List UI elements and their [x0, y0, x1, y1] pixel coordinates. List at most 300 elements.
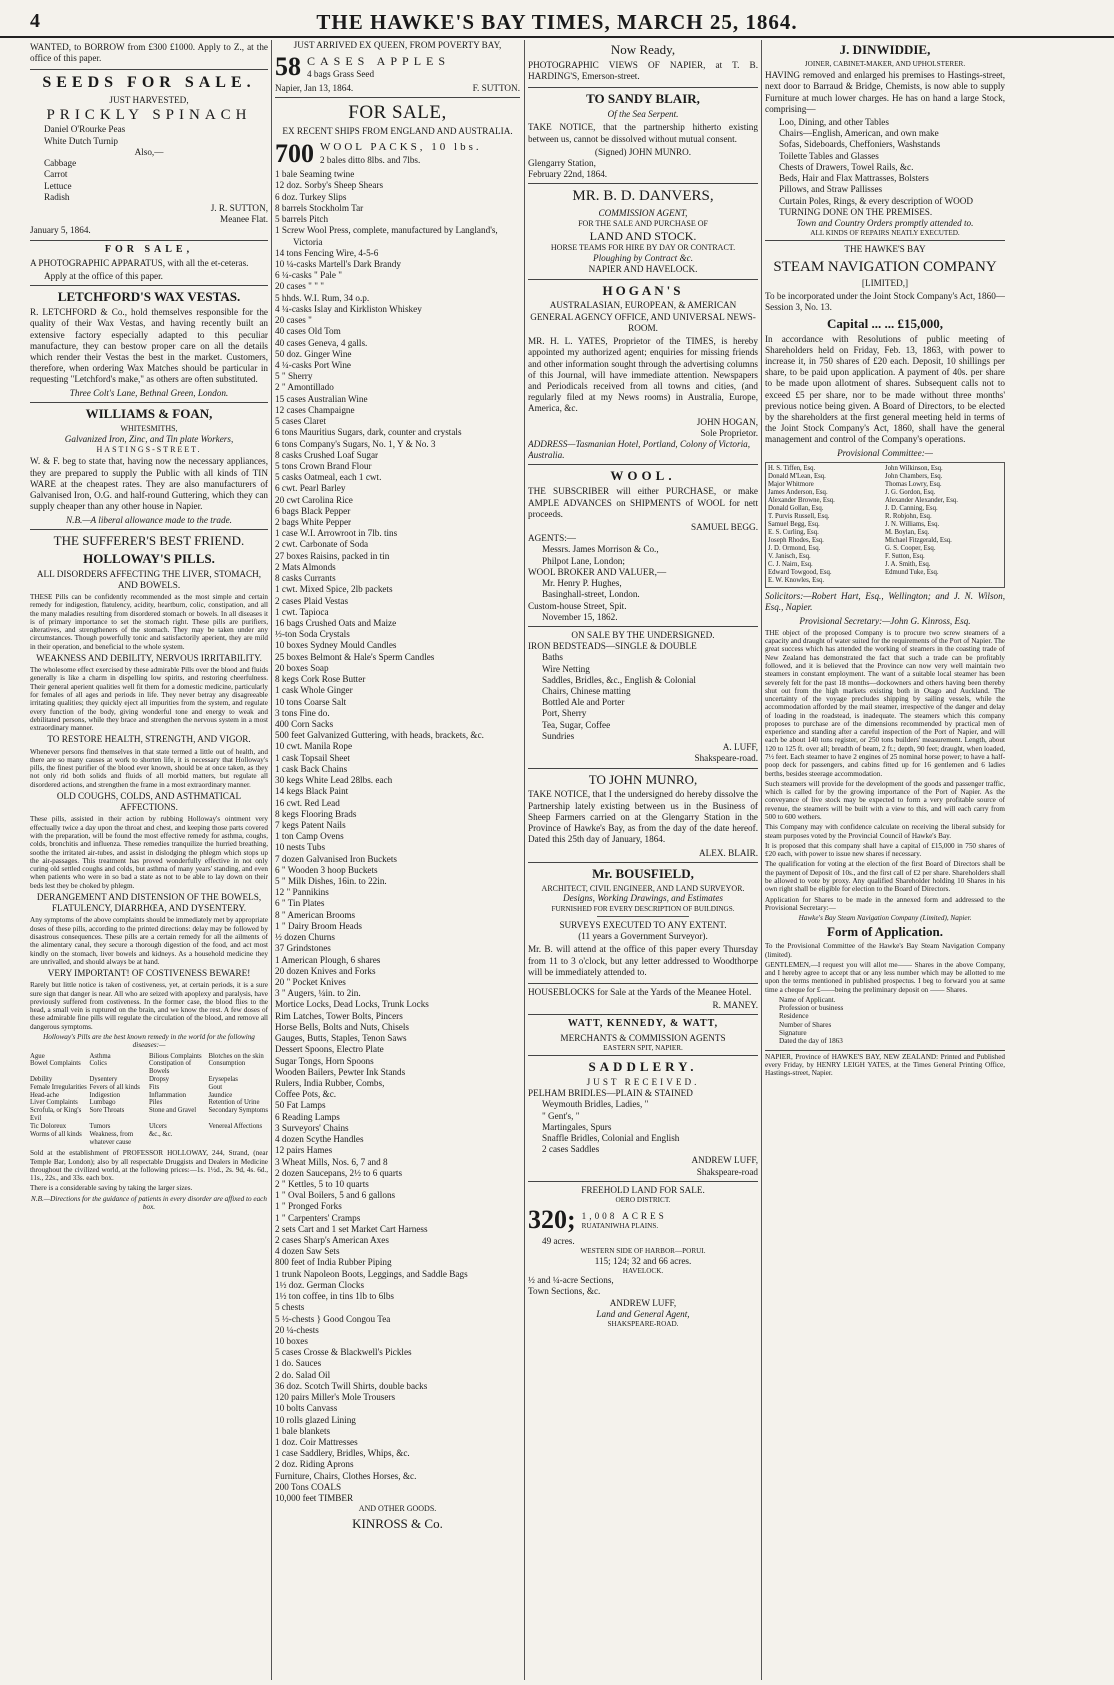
committee-member: G. S. Cooper, Esq. — [885, 545, 936, 553]
kinross-item: 800 feet of India Rubber Piping — [275, 1257, 392, 1268]
dinwiddie-ad — [765, 42, 1005, 241]
sandy-blair-ad — [528, 91, 758, 184]
photo-views-text: PHOTOGRAPHIC VIEWS OF NAPIER, at T. B. HARDING'S, Emerson-street. — [528, 59, 758, 82]
kinross-item: 5 " Sherry — [275, 371, 313, 382]
disease-item: Tumors — [89, 1122, 111, 1130]
disease-item: Asthma — [89, 1052, 111, 1060]
kinross-item: 2 cwt. Carbonate of Soda — [275, 539, 369, 550]
saddlery-item: Weymouth Bridles, Ladies, " — [542, 1099, 649, 1110]
williams-foan-ad — [30, 406, 268, 530]
hogan-ad — [528, 283, 758, 466]
kinross-item: 20 dozen Knives and Forks — [275, 965, 376, 976]
kinross-item: 2 dozen Saucepans, 2½ to 6 quarts — [275, 1167, 403, 1178]
steam-paragraph: Such steamers will provide for the development of the goods and passenger traffic, which is called for by the growing importance of the Port of Napier. As the conveyance of live stock may be expected to form a very profitable source of revenue, the steamers will be built with a view to this, and will each carry from 500 to 600 wethers. — [765, 779, 1005, 821]
wkw-sub: MERCHANTS & COMMISSION AGENTS — [560, 1032, 726, 1043]
williams-foan-trade: WHITESMITHS, — [120, 423, 178, 433]
watt-kennedy-ad — [528, 1018, 758, 1056]
kinross-item: ½ dozen Churns — [275, 932, 335, 943]
freehold-district: OERO DISTRICT. — [615, 1196, 671, 1205]
holloway-paragraph: Any symptoms of the above complaints should be immediately met by appropriate doses of these pills, according to the printed directions: delay may be followed by disastrous consequences. These pills are a certain remedy for all the ailments of the alimentary canal, they secure a thorough digestion of the food, and act most kindly on the stomach, liver bowels and kidneys. As a household medicine they are unrivalled, and should always be at hand. — [30, 916, 268, 966]
committee-member: C. J. Nairn, Esq. — [768, 561, 813, 569]
kinross-item: 8 kegs Cork Rose Butter — [275, 674, 366, 685]
kinross-item: 1 case W.I. Arrowroot in 7lb. tins — [275, 528, 398, 539]
kinross-item: 50 doz. Ginger Wine — [275, 348, 352, 359]
holloway-paragraph: Rarely but little notice is taken of costiveness, yet, at certain periods, it is a sure sure sign that danger is near. All who are seized with apoplexy and paralysis, have previously suffered from costiveness. In the former case, the blood flies to the head, a small vein is ruptured on the brain, and we know the rest. A few doses of these admirable fine pills will regulate the circulation of the blood, and remove all dangerous symptoms. — [30, 981, 268, 1031]
apples-signature: F. SUTTON. — [472, 82, 520, 93]
committee-member: John Chambers, Esq. — [885, 472, 943, 480]
column-1 — [30, 40, 268, 1680]
holloway-subhead: VERY IMPORTANT! OF COSTIVENESS BEWARE! — [47, 968, 251, 979]
wool-ad — [528, 468, 758, 626]
kinross-item: 1 " Pronged Forks — [275, 1201, 342, 1212]
danvers-ad — [528, 187, 758, 279]
wool-signature: SAMUEL BEGG. — [690, 521, 758, 532]
kinross-item: 120 pairs Miller's Mole Trousers — [275, 1392, 396, 1403]
wool-packs-count: 700 — [275, 138, 314, 168]
kinross-item: 4 dozen Scythe Handles — [275, 1134, 364, 1145]
bousfield-body: Mr. B. will attend at the office of this paper every Thursday from 11 to 3 o'clock, but any letter addressed to Woodthorpe will be immediately attended to. — [528, 944, 758, 977]
wool-agent: Philpot Lane, London; — [542, 555, 625, 566]
kinross-item: 4 dozen Saw Sets — [275, 1246, 340, 1257]
form-field: Name of Applicant. — [779, 995, 836, 1004]
kinross-item: 1 case Saddlery, Bridles, Whips, &c. — [275, 1448, 410, 1459]
kinross-item: 10 rolls glazed Lining — [275, 1414, 356, 1425]
luff-signature: A. LUFF, — [722, 742, 758, 753]
disease-item: Fevers of all kinds — [89, 1083, 140, 1091]
hogan-signature: JOHN HOGAN, — [696, 416, 758, 427]
saddlery-item: Martingales, Spurs — [542, 1121, 612, 1132]
disease-item: Colics — [89, 1060, 107, 1068]
kinross-item: 16 cwt. Red Lead — [275, 797, 340, 808]
kinross-item: 10,000 feet TIMBER — [275, 1493, 354, 1504]
kinross-item: 6 Reading Lamps — [275, 1111, 340, 1122]
freehold-signature: ANDREW LUFF, — [609, 1297, 677, 1308]
kinross-item: 1 cask Topsail Sheet — [275, 752, 350, 763]
form-heading: Form of Application. — [827, 924, 943, 940]
williams-foan-heading: WILLIAMS & FOAN, — [85, 405, 213, 421]
kinross-item: 10 ¼-casks Martell's Dark Brandy — [275, 259, 401, 270]
kinross-item: 3 Wheat Mills, Nos. 6, 7 and 8 — [275, 1156, 388, 1167]
kinross-item: 6 bags Black Pepper — [275, 505, 351, 516]
kinross-item: 12 pairs Hames — [275, 1145, 333, 1156]
kinross-item: Horse Bells, Bolts and Nuts, Chisels — [275, 1021, 409, 1032]
seeds-location: Meanee Flat. — [220, 214, 268, 225]
disease-item: Gout — [208, 1083, 223, 1091]
disease-item: Jaundice — [208, 1091, 233, 1099]
grass-seed: 4 bags Grass Seed — [307, 68, 375, 79]
danvers-horse: HORSE TEAMS FOR HIRE BY DAY OR CONTRACT. — [550, 243, 736, 253]
wool-hughes: Mr. Henry P. Hughes, — [542, 578, 622, 589]
disease-item: &c., &c. — [149, 1130, 173, 1138]
masthead — [0, 0, 1114, 38]
kinross-item: 5 casks Oatmeal, each 1 cwt. — [275, 472, 382, 483]
kinross-item: 500 feet Galvanized Guttering, with heads, brackets, &c. — [275, 730, 484, 741]
form-field: Number of Shares — [779, 1020, 832, 1029]
letchford-heading: LETCHFORD'S WAX VESTAS. — [57, 289, 241, 305]
kinross-item: 10 tons Coarse Salt — [275, 696, 347, 707]
bousfield-furnished: FURNISHED FOR EVERY DESCRIPTION OF BUILDINGS. — [551, 904, 735, 913]
kinross-item: Sugar Tongs, Horn Spoons — [275, 1055, 374, 1066]
wanted-ad — [30, 42, 268, 70]
seeds-date: January 5, 1864. — [30, 225, 91, 236]
kinross-item: 1 trunk Napoleon Boots, Leggings, and Saddle Bags — [275, 1268, 468, 1279]
wkw-heading: WATT, KENNEDY, & WATT, — [567, 1018, 719, 1030]
disease-item: Indigestion — [89, 1091, 121, 1099]
kinross-item: 5 cases Claret — [275, 416, 327, 427]
dinwiddie-item: Chairs—English, American, and own make — [779, 128, 939, 139]
steam-pre: THE HAWKE'S BAY — [844, 244, 926, 255]
disease-item: Erysepelas — [208, 1076, 238, 1083]
kinross-item: 1 cwt. Tapioca — [275, 606, 329, 617]
kinross-item: 7 kegs Patent Nails — [275, 819, 346, 830]
saddlery-received: JUST RECEIVED. — [586, 1076, 700, 1087]
kinross-item: 8 " American Brooms — [275, 909, 356, 920]
form-field: Signature — [779, 1029, 807, 1038]
kinross-item: 1 ton Camp Ovens — [275, 831, 344, 842]
committee-member: J. A. Smith, Esq. — [885, 561, 931, 569]
disease-item: Constipation of Bowels — [149, 1060, 192, 1076]
disease-item: Ulcers — [149, 1122, 167, 1130]
disease-item: Scrofula, or King's Evil — [30, 1107, 82, 1123]
luff-item: Tea, Sugar, Coffee — [542, 719, 611, 730]
steam-paragraph: The qualification for voting at the election of the first Board of Directors shall be the payment of Deposit of 10s., and the first call of £2 per share. Shareholders shall be allowed to vote by proxy. Any qualified Shareholder holding 10 Shares in his own right shall be eligible for election to the Board of Directors. — [765, 860, 1005, 894]
seed-item: Lettuce — [44, 180, 72, 191]
kinross-item: 2 do. Salad Oil — [275, 1369, 331, 1380]
kinross-item: 6 doz. Turkey Slips — [275, 191, 347, 202]
forsale-heading: FOR SALE, — [104, 243, 194, 255]
kinross-item: Rim Latches, Tower Bolts, Pincers — [275, 1010, 403, 1021]
holloway-subhead: TO RESTORE HEALTH, STRENGTH, AND VIGOR. — [47, 734, 251, 745]
holloway-paragraph: The wholesome effect exercised by these admirable Pills over the blood and fluids generally is like a charm in dispelling low spirits, and restoring cheerfulness. Their general aperient qualities well fit them for a domestic medicine, particularly for females of all ages and periods in life. They never betray any disagreeable irritating qualities; they quickly eject all impurities from the system, and regulate every function of the body, giving wonderful tone and energy to weak and debilitated persons, while they brace and strengthen the nervous system in a most extraordinary manner. — [30, 666, 268, 733]
steam-paragraph: THE object of the proposed Company is to procure two screw steamers of a capacity and draught of water suited for the requirements of the Port of Napier. The great success which has attended the working of steamers in the coasting trade of New Zealand has demonstrated the fact that such a trade can be profitably followed, and it is believed that the Province can now very well maintain two steamers in constant employment. The want of a suitable local steamer has been severely felt for the past 18 months—dockowners and others having been thereby shut out from the high markets existing both in Otago and Auckland. The uncertainty of the voyage precludes shipping by sailing vessels, while the accommodation afforded by the mail steamer, irrespective of the danger and delay of loading in the roadstead, is inadequate. The steamers which this company proposes to purchase are of the dimensions recommended by practical men of experience and standing after a careful inspection of the Port of Napier, and will each be about 140 tons register, or 250 tons builders' measurement. Length, about 120 to 125 ft. over all; breadth of beam, 2 ft.; depth, 90 feet; draught, when loaded, 7½ feet. Each steamer to have 2 engines of 25 nominal horse power; to have a half-poop deck for passengers, and cabins fitted up for 16 gentlemen and 6 ladies berths, besides steerage accommodation. — [765, 628, 1005, 778]
seed-item: Cabbage — [44, 158, 77, 169]
kinross-item: 14 tons Fencing Wire, 4-5-6 — [275, 247, 379, 258]
kinross-item: 20 cwt Carolina Rice — [275, 494, 353, 505]
committee-member: John Wilkinson, Esq. — [885, 464, 943, 472]
kinross-item: 10 bolts Canvass — [275, 1403, 338, 1414]
dinwiddie-repairs: ALL KINDS OF REPAIRS NEATLY EXECUTED. — [810, 229, 960, 238]
kinross-item: 1 " Oval Boilers, 5 and 6 gallons — [275, 1190, 396, 1201]
freehold-west: WESTERN SIDE OF HARBOR—PORUI. — [580, 1247, 706, 1256]
wool-street: Basinghall-street, London. — [542, 589, 640, 600]
kinross-item: 1 bale blankets — [275, 1425, 331, 1436]
kinross-item: 2 " Kettles, 5 to 10 quarts — [275, 1178, 369, 1189]
kinross-item: 14 kegs Black Paint — [275, 786, 349, 797]
kinross-item: 2 sets Cart and 1 set Market Cart Harness — [275, 1223, 428, 1234]
disease-item: Fits — [149, 1083, 160, 1091]
freehold-ad — [528, 1185, 758, 1331]
kinross-item: 3 " Augers, ¼in. to 2in. — [275, 988, 361, 999]
freehold-acres: 1,008 ACRES — [581, 1210, 667, 1221]
freehold-sections: ½ and ¼-acre Sections, — [528, 1275, 614, 1286]
photo-apparatus-text: A PHOTOGRAPHIC APPARATUS, with all the et-ceteras. — [30, 257, 249, 268]
kinross-item: Rulers, India Rubber, Combs, — [275, 1077, 385, 1088]
kinross-item: 6 " Wooden 3 hoop Buckets — [275, 864, 378, 875]
committee-member: Michael Fitzgerald, Esq. — [885, 537, 952, 545]
wool-packs-bales: 2 bales ditto 8lbs. and 7lbs. — [320, 154, 421, 165]
seed-item: White Dutch Turnip — [44, 135, 119, 146]
disease-item: Liver Complaints — [30, 1099, 78, 1107]
dinwiddie-item: Sofas, Sideboards, Cheffoniers, Washstands — [779, 139, 941, 150]
disease-item: Sore Throats — [89, 1107, 125, 1115]
committee-member: M. Boylan, Esq. — [885, 529, 930, 537]
disease-item: Inflammation — [149, 1091, 186, 1099]
sufferer-heading: THE SUFFERER'S BEST FRIEND. — [53, 532, 245, 548]
disease-item: Worms of all kinds — [30, 1130, 82, 1138]
wool-packs-text: WOOL PACKS, 10 lbs. — [320, 141, 482, 154]
danvers-role: COMMISSION AGENT, — [598, 207, 688, 218]
kinross-item: Wooden Bailers, Pewter Ink Stands — [275, 1066, 406, 1077]
kinross-item: 30 kegs White Lead 28lbs. each — [275, 775, 393, 786]
kinross-item: 15 cases Australian Wine — [275, 393, 368, 404]
kinross-item: Dessert Spoons, Electro Plate — [275, 1044, 384, 1055]
kinross-item: 8 casks Crushed Loaf Sugar — [275, 449, 379, 460]
kinross-item: 5 ½-chests } Good Congou Tea — [275, 1313, 391, 1324]
kinross-item: 1½ doz. German Clocks — [275, 1279, 365, 1290]
photo-views-ad — [528, 42, 758, 88]
disease-item: Consumption — [208, 1060, 246, 1068]
kinross-item: 10 boxes — [275, 1336, 308, 1347]
wool-broker: WOOL BROKER AND VALUER,— — [528, 566, 667, 577]
holloway-subhead: WEAKNESS AND DEBILITY, NERVOUS IRRITABILITY. — [36, 652, 262, 663]
luff-item: Baths — [542, 652, 563, 663]
steam-incorporated: To be incorporated under the Joint Stock Company's Act, 1860—Session 3, No. 13. — [765, 291, 1005, 313]
kinross-item: 12 " Pannikins — [275, 887, 329, 898]
saddlery-item: 2 cases Saddles — [542, 1144, 600, 1155]
committee-member: Alexander Alexander, Esq. — [885, 496, 958, 504]
holloway-heading: HOLLOWAY'S PILLS. — [83, 550, 215, 566]
kinross-item: 2 bags White Pepper — [275, 517, 352, 528]
kinross-item: 8 barrels Stockholm Tar — [275, 202, 364, 213]
disease-item: Lumbago — [89, 1099, 116, 1107]
wool-date: November 15, 1862. — [542, 611, 618, 622]
kinross-item: 2 doz. Riding Aprons — [275, 1459, 354, 1470]
kinross-item: 7 dozen Galvanised Iron Buckets — [275, 853, 397, 864]
kinross-item: 1 cask Whole Ginger — [275, 685, 353, 696]
kinross-items — [275, 169, 520, 1504]
kinross-item: 20 cases " — [275, 315, 312, 326]
freehold-49: 49 acres. — [542, 1236, 575, 1247]
letchford-ad — [30, 289, 268, 403]
dinwiddie-orders: Town and Country Orders promptly attended to. — [796, 217, 974, 228]
kinross-item: 1 do. Sauces — [275, 1358, 322, 1369]
freehold-location: SHAKSPEARE-ROAD. — [607, 1320, 679, 1328]
kinross-item: 6 tons Company's Sugars, No. 1, Y & No. 3 — [275, 438, 436, 449]
committee-member: Alexander Browne, Esq. — [768, 496, 835, 504]
munro-signature: ALEX. BLAIR. — [699, 847, 758, 858]
steam-paragraph: Application for Shares to be made in the annexed form and addressed to the Provisional Secretary:— — [765, 895, 1005, 912]
wool-heading: WOOL. — [610, 468, 676, 484]
kinross-signature: KINROSS & Co. — [352, 1516, 443, 1532]
form-field: Profession or business — [779, 1004, 844, 1013]
munro-heading: TO JOHN MUNRO, — [588, 771, 698, 787]
kinross-item: 12 cases Champaigne — [275, 404, 355, 415]
column-divider — [524, 40, 525, 1680]
column-3 — [528, 40, 758, 1680]
hogan-address: ADDRESS—Tasmanian Hotel, Portland, Colony of Victoria, Australia. — [528, 439, 751, 461]
committee-member: J. G. Gordon, Esq. — [885, 488, 936, 496]
danvers-plough: Ploughing by Contract &c. — [592, 253, 694, 264]
dinwiddie-item: Pillows, and Straw Pallisses — [779, 184, 883, 195]
dinwiddie-item: Beds, Hair and Flax Mattrasses, Bolsters — [779, 173, 929, 184]
kinross-item: 5 hhds. W.I. Rum, 34 o.p. — [275, 292, 370, 303]
dinwiddie-item: Loo, Dining, and other Tables — [779, 117, 889, 128]
form-body: GENTLEMEN,—I request you will allot me—— Shares in the above Company, and I hereby agree to accept that or any less number which may be allotted to me upon the terms mentioned in published prospectus. I beg to forward you at same time a cheque for £——being the preliminary deposit on —— Shares. — [765, 960, 1005, 994]
disease-item: Dysentery — [89, 1076, 118, 1083]
danvers-heading: MR. B. D. DANVERS, — [572, 188, 714, 205]
page-number: 4 — [30, 10, 40, 32]
holloway-remedy-intro: Holloway's Pills are the best known remedy in the world for the following diseases:— — [43, 1033, 255, 1050]
committee-member: Samuel Begg, Esq. — [768, 521, 820, 529]
dinwiddie-item: Curtain Poles, Rings, & every description of WOOD TURNING DONE ON THE PREMISES. — [779, 195, 974, 217]
kinross-item: 10 boxes Sydney Mould Candles — [275, 640, 397, 651]
holloway-saving: There is a considerable saving by taking the larger sizes. — [30, 1184, 193, 1193]
kinross-item: 3 tons Fine do. — [275, 707, 330, 718]
committee-member: Edmund Tuke, Esq. — [885, 569, 939, 577]
sandy-body: TAKE NOTICE, that the partnership hitherto existing between us, cannot be dissolved without mutual consent. — [528, 122, 758, 144]
committee-member: V. Janisch, Esq. — [768, 553, 811, 561]
committee-member: James Anderson, Esq. — [768, 488, 828, 496]
arrived-heading: JUST ARRIVED EX QUEEN, FROM POVERTY BAY, — [293, 40, 502, 50]
committee-member: Donald Gollan, Esq. — [768, 505, 824, 512]
kinross-item: 1 American Plough, 6 shares — [275, 954, 381, 965]
kinross-item: 3 Surveyors' Chains — [275, 1122, 349, 1133]
bousfield-designs: Designs, Working Drawings, and Estimates — [563, 893, 723, 904]
form-field: Residence — [779, 1012, 809, 1021]
saddlery-item: Snaffle Bridles, Colonial and English — [542, 1133, 680, 1144]
sandy-heading: TO SANDY BLAIR, — [586, 91, 700, 107]
committee-member: Edward Towgood, Esq. — [768, 569, 832, 577]
sandy-date: February 22nd, 1864. — [528, 169, 608, 180]
disease-item: Piles — [149, 1099, 163, 1107]
holloway-subhead: DERANGEMENT AND DISTENSION OF THE BOWELS, FLATULENCY, DIARRHŒA, AND DYSENTERY. — [36, 891, 262, 914]
disease-item: Dropsy — [149, 1076, 170, 1083]
steam-address: Hawke's Bay Steam Navigation Company (Limited), Napier. — [798, 914, 972, 923]
munro-body: TAKE NOTICE, that I the undersigned do hereby dissolve the Partnership lately existing between us in the Business of Sheep Farmers carried on at the Glengarry Station in the Province of Hawke's Bay, as from the day of the date hereof. Dated this 25th day of January, 1864. — [528, 789, 758, 845]
dinwiddie-trade: JOINER, CABINET-MAKER, AND UPHOLSTERER. — [804, 59, 966, 68]
kinross-item: 40 cases Old Tom — [275, 326, 341, 337]
kinross-item: 5 " Milk Dishes, 16in. to 22in. — [275, 876, 387, 887]
seeds-heading: SEEDS FOR SALE. — [42, 74, 256, 92]
form-dated: Dated the day of 1863 — [779, 1037, 843, 1046]
kinross-item: 27 boxes Raisins, packed in tin — [275, 550, 390, 561]
steam-paragraph: It is proposed that this company shall have a capital of £15,000 in 750 shares of £20 each, with power to issue new shares if necessary. — [765, 841, 1005, 859]
kinross-item: 1 cwt. Mixed Spice, 2lb packets — [275, 584, 393, 595]
saddlery-ad — [528, 1059, 758, 1182]
kinross-item: 1 bale Seaming twine — [275, 169, 355, 180]
williams-foan-street: HASTINGS-STREET. — [96, 444, 202, 454]
luff-heading: ON SALE BY THE UNDERSIGNED. — [571, 629, 715, 640]
disease-item: Blotches on the skin — [208, 1052, 264, 1060]
holloway-paragraph: Whenever persons find themselves in that state termed a little out of health, and there are so many causes at work to shorten life, it is necessary that Holloway's pills, the finest purifier of the blood ever known, should be at once taken, as they not only rid both solids and fluids of all morbid matters, but regulate all disordered actions, and strengthen the frame in a most extraordinary manner. — [30, 747, 268, 789]
seed-item: Carrot — [44, 169, 68, 180]
sandy-subheading: Of the Sea Serpent. — [607, 109, 679, 120]
kinross-item: 10 nests Tubs — [275, 842, 326, 853]
luff-bedsteads-ad — [528, 630, 758, 769]
kinross-item: 2 Mats Almonds — [275, 561, 336, 572]
disease-item: Bilious Complaints — [149, 1052, 202, 1060]
letchford-body: R. LETCHFORD & Co., hold themselves responsible for the quality of their Wax Vestas, and having recently built an extensive factory especially adapted to this peculiar manufacture, they can bestow proper care on all the details which render their Vestas the best in the market. Customers, therefore, when ordering Wax Matches should be particular in requesting "Letchford's make," as others are often substituted. — [30, 307, 268, 385]
column-divider — [761, 40, 762, 1680]
committee-member: Thomas Lowry, Esq. — [885, 480, 942, 488]
column-2 — [275, 40, 520, 1680]
dinwiddie-item: Chests of Drawers, Towel Rails, &c. — [779, 161, 914, 172]
danvers-land: LAND AND STOCK. — [589, 228, 697, 243]
bousfield-years: (11 years a Government Surveyor). — [578, 931, 708, 942]
luff-item: Bottled Ale and Porter — [542, 697, 625, 708]
kinross-item: 20 " Pocket Knives — [275, 977, 346, 988]
saddlery-heading: SADDLERY. — [588, 1059, 698, 1075]
seeds-signature: J. R. SUTTON, — [210, 203, 268, 213]
committee-member: Donald M'Lean, Esq. — [768, 472, 826, 480]
kinross-item: 37 Grindstones — [275, 943, 331, 954]
committee-member: F. Sutton, Esq. — [885, 553, 925, 561]
committee-column — [885, 465, 1002, 585]
dinwiddie-item: Toilette Tables and Glasses — [779, 150, 879, 161]
committee-member: H. S. Tiffen, Esq. — [768, 464, 816, 472]
steam-prov-committee: Provisional Committee:— — [837, 447, 933, 458]
steam-limited: [LIMITED,] — [861, 278, 909, 288]
hogan-role: Sole Proprietor. — [700, 427, 758, 438]
dinwiddie-heading: J. DINWIDDIE, — [839, 42, 931, 57]
kinross-item: 1 doz. Coir Mattresses — [275, 1436, 358, 1447]
saddlery-signature: ANDREW LUFF, — [691, 1155, 758, 1166]
now-ready-heading: Now Ready, — [610, 42, 676, 57]
apples-date: Napier, Jan 13, 1864. — [275, 82, 354, 93]
steam-secretary: Provisional Secretary:—John G. Kinross, Esq. — [799, 615, 971, 626]
seed-item: Radish — [44, 191, 70, 202]
column-divider — [271, 40, 272, 1680]
steam-navigation-ad — [765, 244, 1005, 1082]
apples-count: 58 — [275, 52, 301, 82]
holloway-nb: N.B.—Directions for the guidance of patients in every disorder are affixed to each box. — [31, 1194, 267, 1211]
kinross-item: 2 " Amontillado — [275, 382, 334, 393]
kinross-item: 6 cwt. Pearl Barley — [275, 483, 346, 494]
saddlery-location: Shakspeare-road — [696, 1166, 758, 1177]
committee-member: Major Whitmore — [768, 480, 814, 488]
bousfield-heading: Mr. BOUSFIELD, — [592, 865, 694, 881]
kinross-item: 20 ¼-chests — [275, 1324, 319, 1335]
steam-paragraph: This Company may with confidence calculate on receiving the liberal subsidy for steam purposes voted by the Provincial Council of Hawke's Bay. — [765, 823, 1005, 840]
kinross-item: 2 cases Plaid Vestas — [275, 595, 349, 606]
kinross-item: Furniture, Chairs, Clothes Horses, &c. — [275, 1470, 417, 1481]
photo-apparatus-apply: Apply at the office of this paper. — [44, 271, 163, 282]
wkw-location: EASTERN SPIT, NAPIER. — [603, 1043, 683, 1052]
saddlery-item: " Gent's, " — [542, 1110, 580, 1121]
bousfield-surveys: SURVEYS EXECUTED TO ANY EXTENT. — [559, 919, 727, 930]
committee-member: T. Purvis Russell, Esq. — [768, 513, 830, 521]
disease-item: Bowel Complaints — [30, 1060, 81, 1068]
luff-item: Saddles, Bridles, &c., English & Colonial — [542, 674, 696, 685]
kinross-item: 5 tons Crown Brand Flour — [275, 460, 372, 471]
apples-text: CASES APPLES — [307, 54, 451, 69]
steam-capital: Capital ... ... £15,000, — [827, 315, 943, 331]
wool-body: THE SUBSCRIBER will either PURCHASE, or make AMPLE ADVANCES on SHIPMENTS of WOOL for nett proceeds. — [528, 486, 758, 519]
disease-item: Secondary Symptoms — [208, 1107, 268, 1115]
luff-item: Sundries — [542, 730, 575, 741]
kinross-item: 1 " Dairy Broom Heads — [275, 920, 362, 931]
steam-heading: STEAM NAVIGATION COMPANY — [773, 258, 997, 275]
hogan-sub: AUSTRALASIAN, EUROPEAN, & AMERICAN GENERAL AGENCY OFFICE, AND UNIVERSAL NEWS-ROOM. — [530, 300, 756, 333]
freehold-havelock: HAVELOCK. — [622, 1266, 664, 1275]
hogan-body: MR. H. L. YATES, Proprietor of the TIMES, is hereby appointed my authorized agent; enquiries for missing friends and other information sought through the advertising columns of this Journal, will have immediate attention. Newspapers and Periodicals received from all towns and cities, (and regularly filed at my News rooms) in Australia, Europe, America, &c. — [528, 336, 758, 414]
williams-foan-body: W. & F. beg to state that, having now the necessary appliances, they are prepared to supply the Public with all kinds of TIN WARE at the cheapest rates. They are also manufacturers of Galvanised Iron, O.G. and half-round Guttering, which they can supply cheaper than any other house in Napier. — [30, 456, 268, 512]
dinwiddie-body: HAVING removed and enlarged his premises to Hastings-street, next door to Barraud & Bridge, Chemists, is now able to supply Furniture at much lower charges. He has on hand a large Stock, comprising— — [765, 70, 1005, 114]
committee-member: R. Robjohn, Esq. — [885, 513, 932, 521]
holloway-subhead: OLD COUGHS, COLDS, AND ASTHMATICAL AFFECTIONS. — [56, 791, 242, 813]
kinross-item: 1½ ton coffee, in tins 1lb to 6lbs — [275, 1291, 395, 1302]
kinross-item: 8 casks Currants — [275, 573, 336, 584]
